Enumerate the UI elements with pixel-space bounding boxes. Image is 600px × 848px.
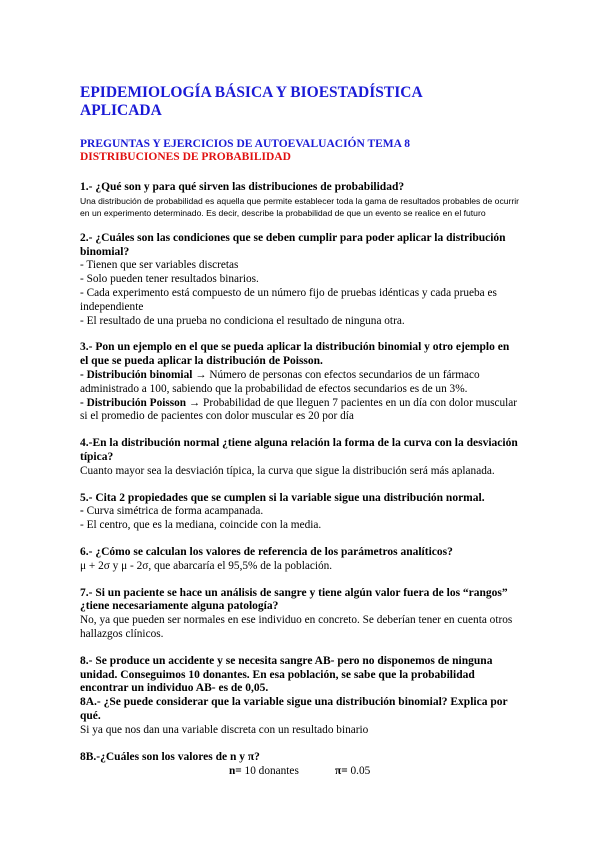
question-2	[80, 232, 520, 329]
question-8b-text: 8B.-¿Cuáles son los valores de n y π?	[80, 750, 260, 763]
answer-8b-values	[80, 764, 520, 778]
question-6	[80, 546, 520, 574]
n-value	[229, 764, 299, 778]
question-8-text: 8.- Se produce un accidente y se necesita sangre AB- pero no disponemos de ninguna unidad. Conseguimos 10 donantes. En esa población, se sabe que la probabilidad encontrar un individuo AB- es de 0,05.	[80, 654, 493, 695]
question-1	[80, 181, 520, 219]
answer-7: No, ya que pueden ser normales en ese individuo en concreto. Se deberían tener en cuenta otros hallazgos clínicos.	[80, 614, 513, 640]
bullet-dash: -	[80, 505, 84, 518]
poisson-text: Probabilidad de que lleguen 7 pacientes en un día con dolor muscular si el promedio de pacientes con dolor muscular es 20 por día	[80, 396, 518, 423]
answer-2-item: - Solo pueden tener resultados binarios.	[80, 273, 259, 286]
question-4	[80, 437, 520, 478]
arrow-right-icon: →	[188, 396, 201, 409]
binomial-label: - Distribución binomial	[80, 368, 193, 381]
answer-6: μ + 2σ y μ - 2σ, que abarcaría el 95,5% de la población.	[80, 559, 333, 572]
title-line-2: APLICADA	[80, 102, 162, 119]
n-label: n=	[229, 765, 242, 778]
document-title	[80, 84, 520, 120]
question-5	[80, 492, 520, 533]
answer-1: Una distribución de probabilidad es aquella que permite establecer toda la gama de resultados probables de ocurrir en un experimento determinado. Es decir, describe la probabilidad de que un evento se realice en el futuro	[80, 195, 520, 218]
question-8a-text: 8A.- ¿Se puede considerar que la variable sigue una distribución binomial? Explica por qué.	[80, 696, 508, 722]
binomial-text: Número de personas con efectos secundarios de un fármaco administrado a 100, sabiendo que la probabilidad de efectos secundarios es de un 3%.	[80, 368, 480, 395]
question-8b	[80, 751, 520, 779]
question-8	[80, 655, 520, 738]
question-5-text: 5.- Cita 2 propiedades que se cumplen si la variable sigue una distribución normal.	[80, 491, 485, 504]
answer-4: Cuanto mayor sea la desviación típica, la curva que sigue la distribución será más aplanada.	[80, 464, 495, 477]
subtitle-tema: PREGUNTAS Y EJERCICIOS DE AUTOEVALUACIÓN TEMA 8	[80, 138, 410, 150]
answer-2-item: - Tienen que ser variables discretas	[80, 259, 239, 272]
title-line-1: EPIDEMIOLOGÍA BÁSICA Y BIOESTADÍSTICA	[80, 84, 423, 101]
question-3	[80, 341, 520, 424]
question-7	[80, 587, 520, 642]
answer-3-poisson	[80, 397, 520, 425]
answer-5-item-text: Curva simétrica de forma acampanada.	[83, 505, 264, 518]
n-value-text: 10 donantes	[241, 765, 299, 778]
document-page	[80, 84, 520, 778]
answer-2-item: - El resultado de una prueba no condiciona el resultado de ninguna otra.	[80, 314, 405, 327]
arrow-right-icon: →	[195, 368, 207, 381]
answer-5-item: - El centro, que es la mediana, coincide con la media.	[80, 519, 322, 532]
pi-label: π=	[335, 765, 348, 778]
answer-5-item	[80, 505, 520, 519]
question-1-text: 1.- ¿Qué son y para qué sirven las distribuciones de probabilidad?	[80, 181, 405, 193]
question-2-text: 2.- ¿Cuáles son las condiciones que se deben cumplir para poder aplicar la distribución binomial?	[80, 231, 506, 258]
answer-8a: Si ya que nos dan una variable discreta con un resultado binario	[80, 723, 369, 736]
answer-3-binomial	[80, 369, 520, 397]
question-6-text: 6.- ¿Cómo se calculan los valores de referencia de los parámetros analíticos?	[80, 545, 453, 558]
subtitle-topic: DISTRIBUCIONES DE PROBABILIDAD	[80, 151, 291, 163]
poisson-label: - Distribución Poisson	[80, 396, 187, 409]
question-7-text: 7.- Si un paciente se hace un análisis de sangre y tiene algún valor fuera de los “rangos” ¿tiene necesariamente alguna patología?	[80, 586, 508, 613]
answer-2-item: - Cada experimento está compuesto de un número fijo de pruebas idénticas y cada prueba es independiente	[80, 286, 497, 313]
question-3-text: 3.- Pon un ejemplo en el que se pueda aplicar la distribución binomial y otro ejemplo en el que se pueda aplicar la distribución de Poisson.	[80, 341, 510, 368]
pi-value	[335, 764, 370, 778]
question-4-text: 4.-En la distribución normal ¿tiene alguna relación la forma de la curva con la desviación típica?	[80, 437, 518, 463]
pi-value-text: 0.05	[347, 765, 371, 778]
